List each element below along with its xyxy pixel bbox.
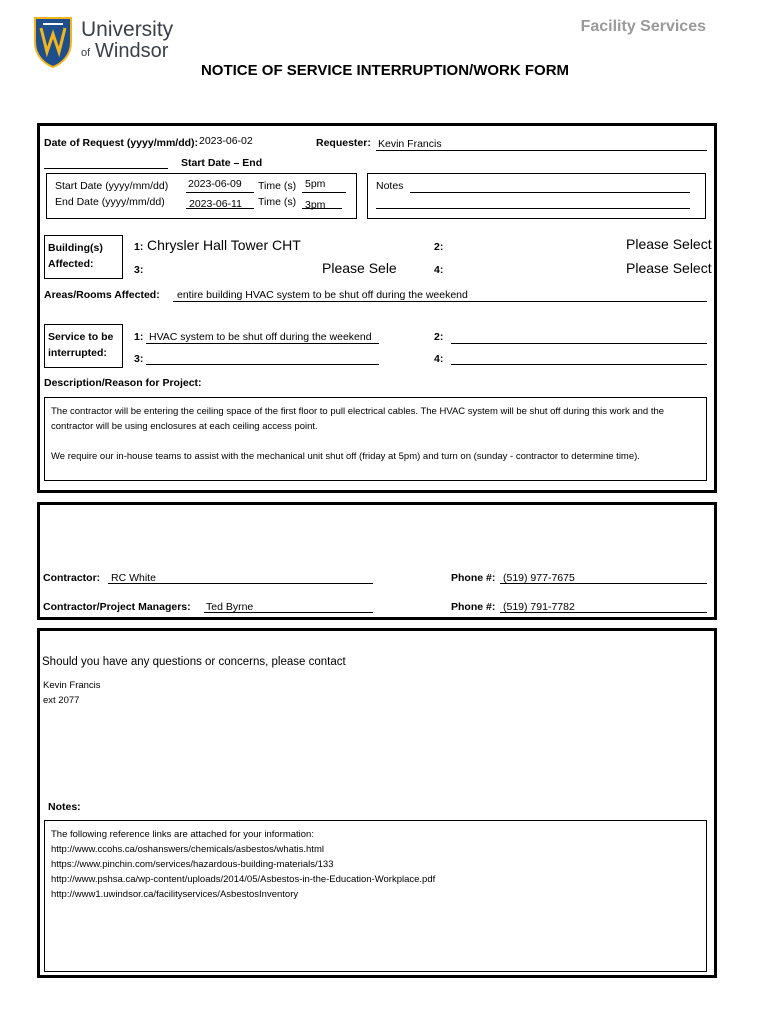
service-1-number: 1: [134, 331, 144, 343]
areas-label: Areas/Rooms Affected: [44, 289, 160, 301]
reference-intro: The following reference links are attached for your information: [51, 829, 314, 840]
requester-value[interactable]: Kevin Francis [378, 138, 442, 150]
start-date-label: Start Date (yyyy/mm/dd) [55, 180, 169, 192]
service-3-line[interactable] [146, 364, 379, 365]
description-para-2: We require our in-house teams to assist with the mechanical unit shut off (friday at 5pm) and turn on (sunday - contractor to determine time). [51, 451, 640, 462]
phone-1-value[interactable]: (519) 977-7675 [503, 572, 575, 584]
form-title: NOTICE OF SERVICE INTERRUPTION/WORK FORM [200, 62, 570, 79]
managers-value[interactable]: Ted Byrne [206, 601, 254, 613]
notes-line-1[interactable] [410, 192, 690, 193]
service-1-line [146, 343, 379, 344]
description-para-1: The contractor will be entering the ceiling space of the first floor to pull electrical cables. The HVAC system will be shut off during this work and the contractor will be using enclosures at each ceiling access point. [51, 406, 665, 432]
managers-label: Contractor/Project Managers: [43, 601, 191, 613]
building-4-select[interactable]: Please Select [626, 260, 712, 276]
reference-link-pinchin[interactable]: https://www.pinchin.com/services/hazardous-building-materials/133 [51, 859, 334, 870]
notes-box [367, 173, 706, 219]
contractor-value[interactable]: RC White [111, 572, 156, 584]
contact-name: Kevin Francis [43, 680, 101, 691]
contact-intro: Should you have any questions or concerns, please contact [42, 656, 346, 668]
building-4-number: 4: [434, 264, 444, 276]
service-2-number: 2: [434, 331, 444, 343]
phone-1-label: Phone #: [451, 572, 496, 584]
notes-section-label: Notes: [48, 801, 81, 813]
logo-windsor-text: Windsor [95, 40, 169, 62]
start-end-heading: Start Date – End [181, 157, 263, 169]
areas-line [173, 301, 707, 302]
start-date-value[interactable]: 2023-06-09 [188, 178, 242, 190]
building-1-select[interactable]: Chrysler Hall Tower CHT [147, 237, 301, 253]
buildings-label-1: Building(s) [48, 242, 103, 254]
university-shield-icon [33, 16, 73, 68]
start-time-line [302, 192, 346, 193]
phone-2-value[interactable]: (519) 791-7782 [503, 601, 575, 613]
reference-link-ccohs[interactable]: http://www.ccohs.ca/oshanswers/chemicals/asbestos/whatis.html [51, 844, 324, 855]
buildings-label-2: Affected: [48, 258, 94, 270]
phone-2-label: Phone #: [451, 601, 496, 613]
requester-label: Requester: [316, 137, 371, 149]
contact-ext: ext 2077 [43, 695, 80, 706]
building-2-number: 2: [434, 241, 444, 253]
date-of-request-label: Date of Request (yyyy/mm/dd): [44, 137, 199, 149]
start-time-label: Time (s) [258, 180, 297, 192]
building-1-number: 1: [134, 241, 144, 253]
date-of-request-value[interactable]: 2023-06-02 [199, 135, 253, 147]
end-date-label: End Date (yyyy/mm/dd) [55, 196, 165, 208]
service-label-2: interrupted: [48, 347, 107, 359]
service-2-line[interactable] [451, 343, 707, 344]
end-time-value[interactable]: 3pm [305, 199, 326, 211]
service-4-line[interactable] [451, 364, 707, 365]
contractor-label: Contractor: [43, 572, 101, 584]
logo-university-text: University [81, 18, 174, 41]
notes-line-2[interactable] [376, 208, 690, 209]
building-3-select[interactable]: Please Sele [322, 260, 397, 276]
start-time-value[interactable]: 5pm [305, 178, 326, 190]
reference-link-uwindsor[interactable]: http://www1.uwindsor.ca/facilityservices/AsbestosInventory [51, 889, 299, 900]
end-time-label: Time (s) [258, 196, 297, 208]
service-1-value[interactable]: HVAC system to be shut off during the weekend [149, 331, 372, 343]
reference-link-pshsa[interactable]: http://www.pshsa.ca/wp-content/uploads/2014/05/Asbestos-in-the-Education-Workplace.pdf [51, 874, 436, 885]
start-end-underline [44, 168, 168, 169]
building-3-number: 3: [134, 264, 144, 276]
service-4-number: 4: [434, 353, 444, 365]
requester-line [376, 150, 707, 151]
logo-of-text: of [81, 47, 91, 59]
description-label: Description/Reason for Project: [44, 377, 202, 389]
end-date-value[interactable]: 2023-06-11 [189, 198, 242, 210]
facility-services-header: Facility Services [580, 18, 706, 35]
notes-label: Notes [376, 180, 404, 192]
start-date-line [186, 192, 254, 193]
service-label-1: Service to be [48, 331, 114, 343]
building-2-select[interactable]: Please Select [626, 236, 712, 252]
service-3-number: 3: [134, 353, 144, 365]
areas-value[interactable]: entire building HVAC system to be shut off during the weekend [177, 289, 468, 301]
